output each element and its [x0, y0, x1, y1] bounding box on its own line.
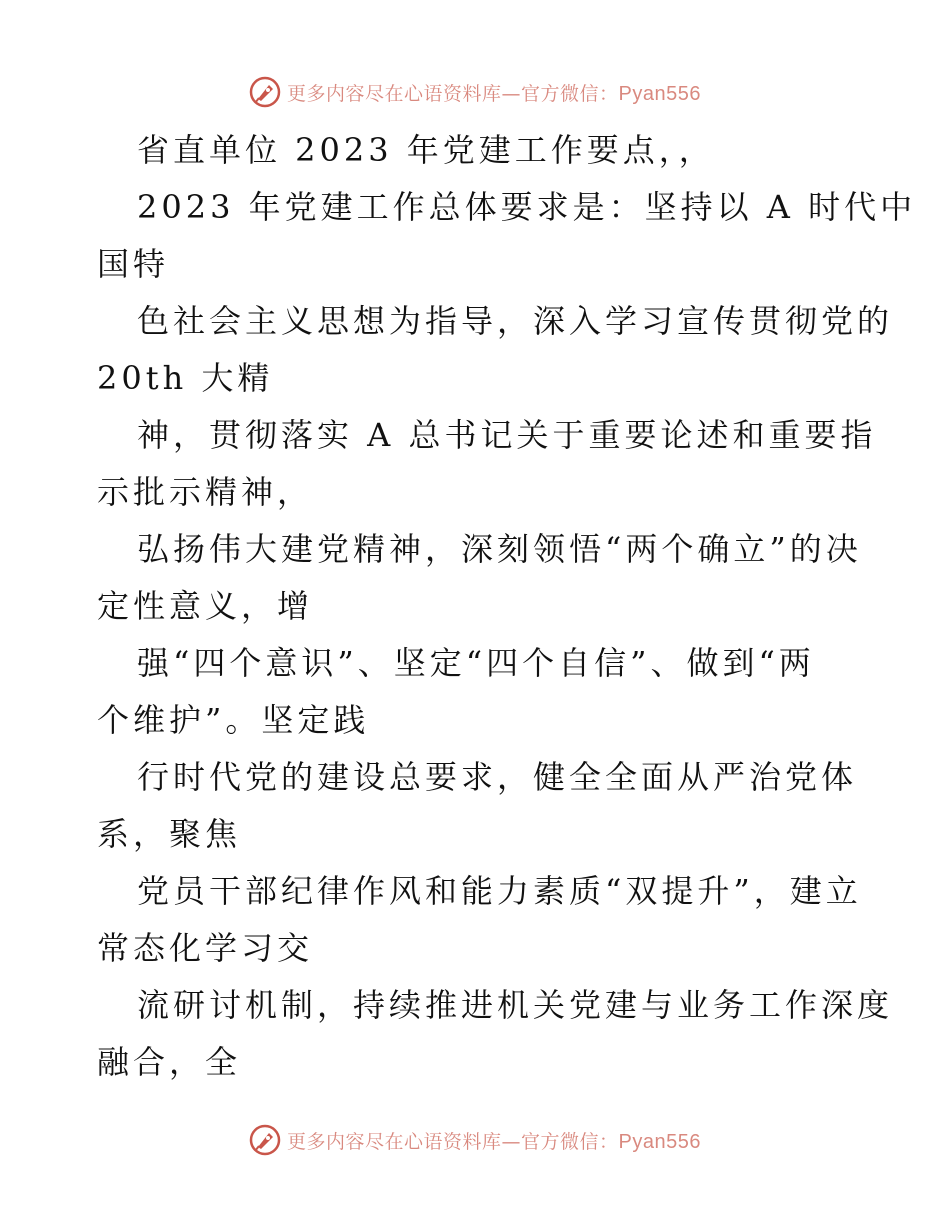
document-line: 行时代党的建设总要求，健全全面从严治党体 [137, 758, 858, 796]
document-line: 常态化学习交 [97, 929, 314, 967]
footer-watermark-text: 更多内容尽在心语资料库 [287, 1130, 502, 1153]
document-line: 弘扬伟大建党精神，深刻领悟“两个确立”的决 [137, 530, 862, 568]
document-line: 色社会主义思想为指导，深入学习宣传贯彻党的 [137, 302, 894, 340]
footer-watermark-inner [249, 1124, 701, 1156]
document-line: 国特 [97, 245, 170, 283]
document-line: 定性意义，增 [97, 587, 314, 625]
footer-separator: — [501, 1130, 522, 1153]
document-line: 2023 年党建工作总体要求是：坚持以 A 时代中 [137, 188, 917, 226]
document-line: 20th 大精 [97, 359, 274, 397]
document-title-line: 省直单位 2023 年党建工作要点，， [137, 131, 715, 169]
document-line: 系，聚焦 [97, 815, 242, 853]
header-wechat-label: 官方微信： [521, 82, 619, 105]
header-separator: — [501, 82, 522, 105]
document-line: 党员干部纪律作风和能力素质“双提升”，建立 [137, 872, 862, 910]
document-line: 流研讨机制，持续推进机关党建与业务工作深度 [137, 986, 894, 1024]
document-line: 融合，全 [97, 1043, 242, 1081]
footer-watermark [0, 1120, 950, 1160]
document-line: 强“四个意识”、坚定“四个自信”、做到“两 [137, 644, 815, 682]
pen-nib-logo-icon [249, 1124, 281, 1156]
header-watermark [0, 72, 950, 112]
header-watermark-text: 更多内容尽在心语资料库 [287, 82, 502, 105]
footer-wechat-label: 官方微信： [521, 1130, 619, 1153]
footer-wechat-handle: Pyan556 [618, 1130, 701, 1153]
pen-nib-logo-icon [249, 76, 281, 108]
document-line: 个维护”。坚定践 [97, 701, 370, 739]
header-watermark-text-group [287, 79, 701, 106]
document-line: 神，贯彻落实 A 总书记关于重要论述和重要指 [137, 416, 877, 454]
header-watermark-inner [249, 76, 701, 108]
footer-watermark-text-group [287, 1127, 701, 1154]
document-body [97, 122, 917, 1091]
header-wechat-handle: Pyan556 [618, 82, 701, 105]
document-line: 示批示精神， [97, 473, 314, 511]
